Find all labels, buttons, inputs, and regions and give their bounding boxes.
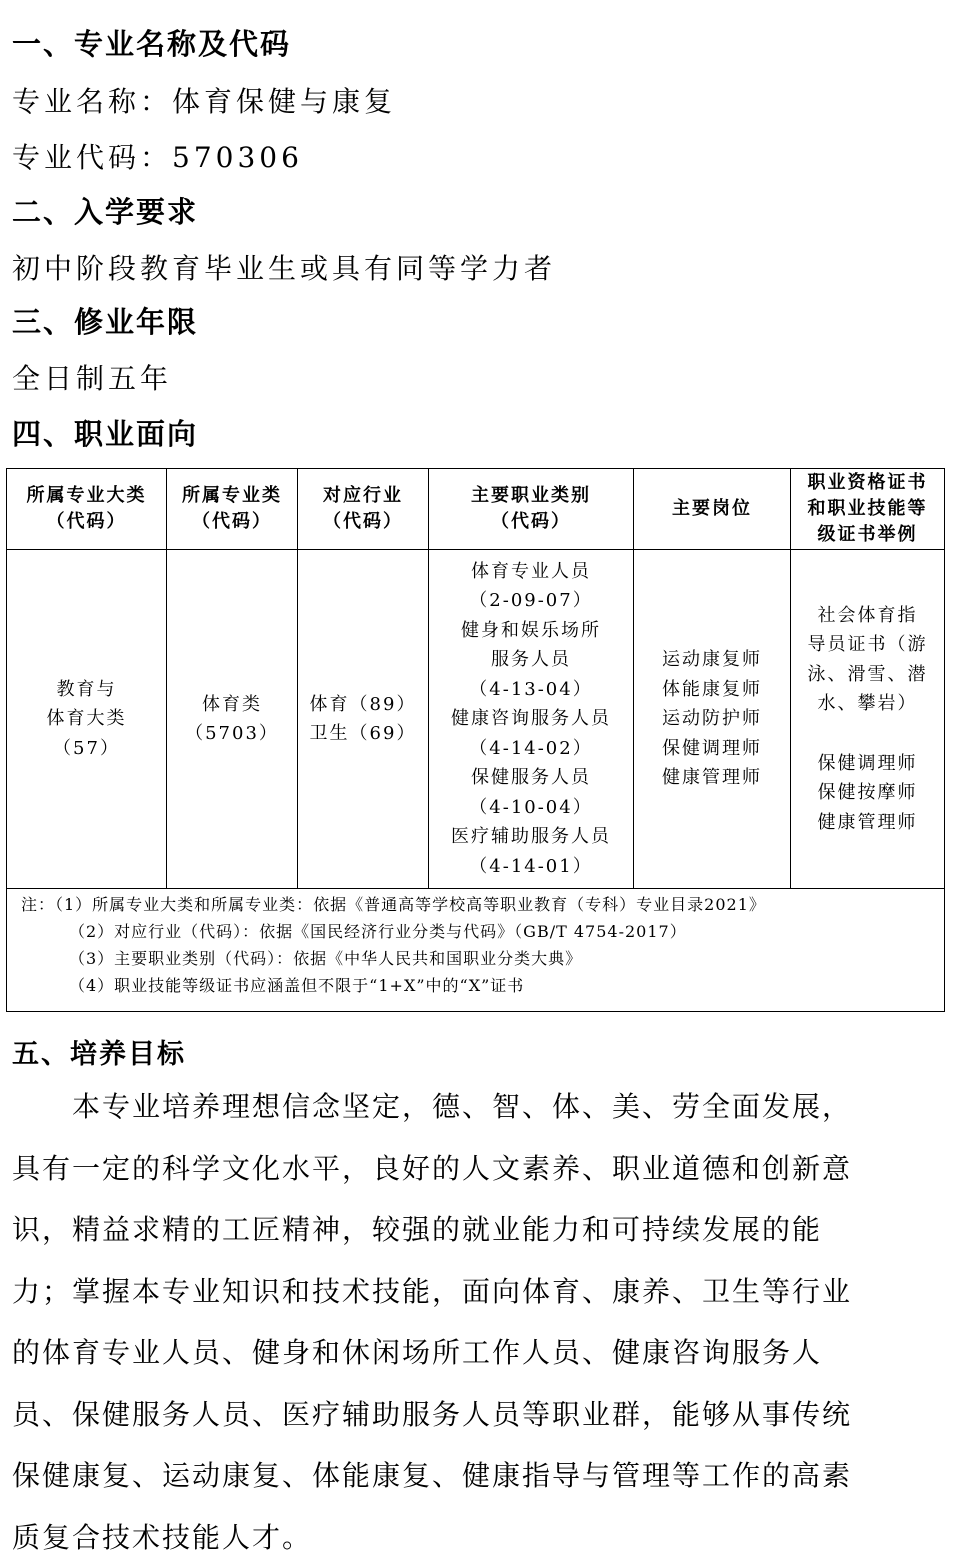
cell-line: 体育类 [167, 690, 297, 720]
cell-line: （4-10-04） [429, 793, 633, 823]
major-name: 专业名称：体育保健与康复 [12, 80, 396, 120]
major-code: 专业代码：570306 [12, 136, 303, 176]
cell-line: 运动康复师 [634, 645, 790, 675]
header-cell-industry [298, 469, 429, 550]
cell-line: 导员证书（游 [791, 630, 944, 660]
cell-line: 健身和娱乐场所 [429, 616, 633, 646]
training-objective-paragraph [12, 1076, 912, 1568]
paragraph-line: 的体育专业人员、健身和休闲场所工作人员、健康咨询服务人 [12, 1322, 912, 1384]
cell-line: （代码） [7, 509, 166, 535]
cell-line: 体育（89） [298, 690, 428, 720]
cell-major-class [167, 550, 298, 889]
cell-line: 保健按摩师 [791, 778, 944, 808]
section-2-heading: 二、入学要求 [12, 190, 198, 231]
cell-line: 保健调理师 [791, 749, 944, 779]
cell-line: （代码） [298, 509, 428, 535]
admission-requirement: 初中阶段教育毕业生或具有同等学力者 [12, 247, 556, 287]
cell-positions [634, 550, 791, 889]
cell-line: （代码） [429, 509, 633, 535]
cell-line: 卫生（69） [298, 719, 428, 749]
header-cell-major-category [7, 469, 167, 550]
section-1-heading: 一、专业名称及代码 [12, 22, 291, 63]
section-5-heading: 五、培养目标 [12, 1032, 186, 1071]
paragraph-line: 本专业培养理想信念坚定，德、智、体、美、劳全面发展， [12, 1076, 912, 1138]
cell-line: 职业资格证书 [791, 470, 944, 496]
note-line: （2）对应行业（代码）：依据《国民经济行业分类与代码》（GB/T 4754-2017） [21, 918, 944, 945]
header-cell-occupation [429, 469, 634, 550]
cell-line: 服务人员 [429, 645, 633, 675]
cell-line: 对应行业 [298, 483, 428, 509]
cell-line: （4-14-01） [429, 852, 633, 882]
cell-line: 所属专业大类 [7, 483, 166, 509]
cell-major-category [7, 550, 167, 889]
cell-line: 社会体育指 [791, 601, 944, 631]
study-duration: 全日制五年 [12, 357, 172, 397]
cell-line: 保健调理师 [634, 734, 790, 764]
cell-line: 保健服务人员 [429, 763, 633, 793]
cell-industry [298, 550, 429, 889]
cell-line: 体能康复师 [634, 675, 790, 705]
cell-line: （2-09-07） [429, 586, 633, 616]
table-row [7, 550, 945, 889]
paragraph-line: 识，精益求精的工匠精神，较强的就业能力和可持续发展的能 [12, 1199, 912, 1261]
cell-line: 健康咨询服务人员 [429, 704, 633, 734]
cell-line: 主要岗位 [634, 496, 790, 522]
paragraph-line: 质复合技术技能人才。 [12, 1507, 912, 1568]
header-cell-major-class [167, 469, 298, 550]
note-line: 注：（1）所属专业大类和所属专业类：依据《普通高等学校高等职业教育（专科）专业目录2021》 [21, 891, 944, 918]
paragraph-line: 力；掌握本专业知识和技术技能，面向体育、康养、卫生等行业 [12, 1261, 912, 1323]
cell-line: 级证书举例 [791, 522, 944, 548]
note-line: （3）主要职业类别（代码）：依据《中华人民共和国职业分类大典》 [21, 945, 944, 972]
cell-line: 体育大类 [7, 704, 166, 734]
cell-line: 健康管理师 [791, 808, 944, 838]
paragraph-line: 员、保健服务人员、医疗辅助服务人员等职业群，能够从事传统 [12, 1384, 912, 1446]
certificates-group-1 [791, 601, 944, 719]
certificates-group-2 [791, 749, 944, 838]
section-4-heading: 四、职业面向 [12, 412, 198, 453]
cell-line: （57） [7, 734, 166, 764]
cell-line: 运动防护师 [634, 704, 790, 734]
cell-line: （4-13-04） [429, 675, 633, 705]
cell-line: （代码） [167, 509, 297, 535]
career-orientation-table [6, 468, 945, 1012]
header-cell-certificates [791, 469, 945, 550]
cell-line: 泳、滑雪、潜 [791, 660, 944, 690]
cell-line: 主要职业类别 [429, 483, 633, 509]
cell-occupation [429, 550, 634, 889]
cell-line: （5703） [167, 719, 297, 749]
cell-certificates [791, 550, 945, 889]
table-notes [7, 889, 945, 1012]
cell-line: 水、攀岩） [791, 689, 944, 719]
header-cell-positions [634, 469, 791, 550]
section-3-heading: 三、修业年限 [12, 300, 198, 341]
cell-line: 体育专业人员 [429, 557, 633, 587]
cell-line: 医疗辅助服务人员 [429, 822, 633, 852]
cell-line: 所属专业类 [167, 483, 297, 509]
paragraph-line: 保健康复、运动康复、体能康复、健康指导与管理等工作的高素 [12, 1445, 912, 1507]
cell-line: 和职业技能等 [791, 496, 944, 522]
table-notes-row [7, 889, 945, 1012]
cell-line: 健康管理师 [634, 763, 790, 793]
note-line: （4）职业技能等级证书应涵盖但不限于“1+X”中的“X”证书 [21, 972, 944, 999]
table-header-row [7, 469, 945, 550]
cell-line: （4-14-02） [429, 734, 633, 764]
cell-line: 教育与 [7, 675, 166, 705]
paragraph-line: 具有一定的科学文化水平，良好的人文素养、职业道德和创新意 [12, 1138, 912, 1200]
